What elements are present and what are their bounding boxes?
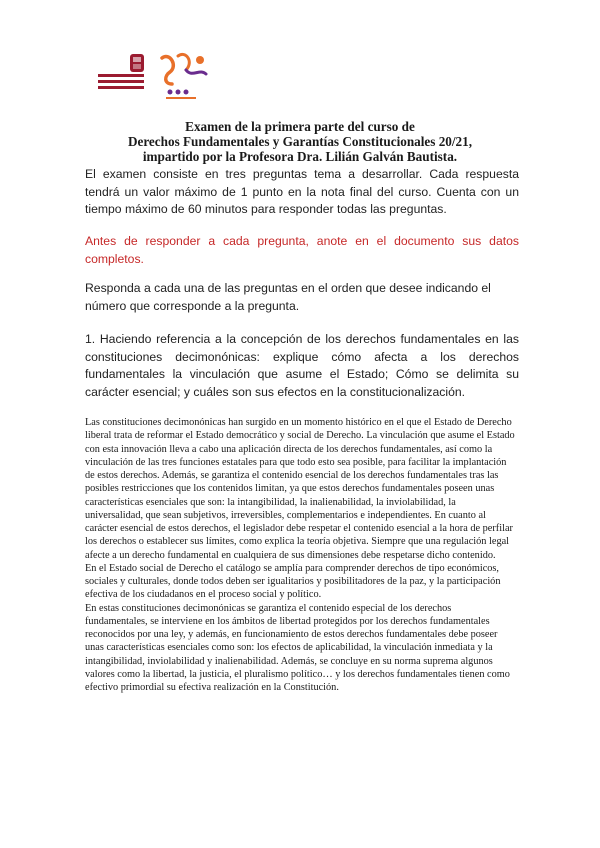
question-1: 1. Haciendo referencia a la concepción de los derechos fundamentales en las constituciones decimonónicas: explique cómo afecta a los derechos fundamentales la vinculación que asume el Estado; Cómo se delimita su carácter esencial; y cuáles son sus efectos en la constitucionalización. [85, 332, 519, 399]
answer-order-instruction: Responda a cada una de las preguntas en el orden que desee indicando el número que corresponde a la pregunta. [85, 281, 491, 313]
answer-paragraph-1: Las constituciones decimonónicas han surgido en un momento histórico en el que el Estado de Derecho liberal trata de reformar el Estado democrático y social de Derecho. La vinculación que asume el Estado con esta innovación lleva a cabo una aplicación directa de los derechos fundamentales, así como la vinculación de las tres funciones estatales para que todo esto sea posible, para facilitar la implantación de estos derechos. Además, se garantiza el contenido esencial de los derechos fundamentales tras las posibles restricciones que los contenidos limitan, ya que estos derechos fundamentales poseen unas características esenciales que son: la intangibilidad, la inalienabilidad, la inviolabilidad, la universalidad, que sean subjetivos, irreversibles, complementarios e independientes. En cuanto al carácter esencial de estos derechos, el legislador debe respetar el contenido esencial a la hora de perfilar los derechos o establecer sus límites, como explica la teoría objetiva. Siempre que una regulación legal afecte a un derecho fundamental en cualquiera de sus dimensiones debe respetarse dicho contenido. [85, 417, 515, 561]
exam-title-line-3: impartido por la Profesora Dra. Lilián Galván Bautista. [142, 149, 458, 164]
answer-paragraph-2: En el Estado social de Derecho el catálogo se amplía para comprender derechos de tipo económicos, sociales y culturales, donde todos deben ser igualitarios y posibilitadores de la paz, y la participación efectiva de los ciudadanos en el proceso social y político. [85, 562, 501, 601]
800-years-logo [156, 50, 220, 102]
personal-data-warning: Antes de responder a cada pregunta, anote en el documento sus datos completos. [85, 234, 519, 266]
answer-paragraph-3: En estas constituciones decimonónicas se garantiza el contenido especial de los derechos fundamentales, se interviene en los ámbitos de libertad protegidos por los derechos fundamentales reconocidos por una ley, y además, en funcionamiento de estos derechos fundamentales debe poseer unas características esenciales como son: los efectos de aplicabilidad, la vinculación inmediata y la intangibilidad, inviolabilidad y inalienabilidad. Además, se concluye en su norma suprema algunos valores como la libertad, la justicia, el pluralismo político… y los derechos fundamentales tienen como efectivo primordial su efectiva realización en la Constitución. [85, 602, 510, 693]
answer-text [85, 416, 515, 694]
university-logo [94, 50, 154, 98]
exam-title-line-1: Examen de la primera parte del curso de [185, 119, 415, 134]
header-logos [86, 50, 226, 106]
exam-instructions: El examen consiste en tres preguntas tema a desarrollar. Cada respuesta tendrá un valor máximo de 1 punto en la nota final del curso. Cuenta con un tiempo máximo de 60 minutos para responder todas las preguntas. [85, 167, 519, 217]
exam-title-line-2: Derechos Fundamentales y Garantías Constitucionales 20/21, [127, 134, 473, 149]
